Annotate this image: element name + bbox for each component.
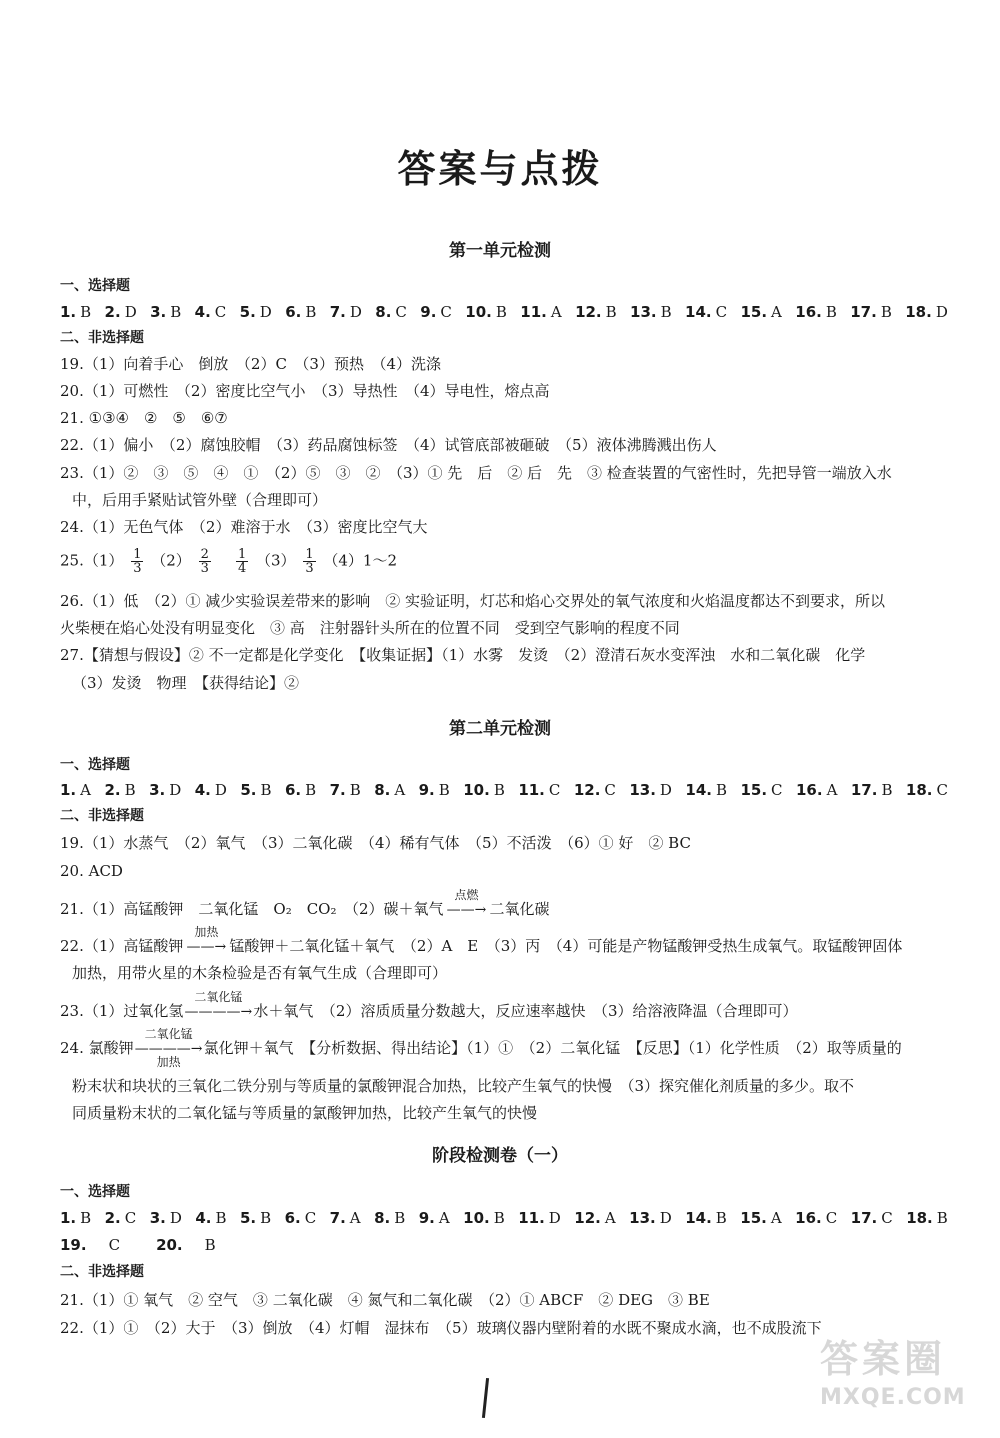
q25-number: 25. [60,551,84,570]
unit2-q22-line2: 加热，用带火星的木条检验是否有氧气生成（合理即可） [72,964,448,982]
unit2-q23: 23.（1）过氧化氢 二氧化锰 ————→水＋氧气 （2）溶质质量分数越大，反应速率越快 （3）给溶液降温（合理即可） [60,990,798,1020]
choice-answer: 6. B [284,781,317,799]
reaction-arrow: 加热 ——→ [186,925,227,955]
unit1-q21: 21. ①③④ ② ⑤ ⑥⑦ [60,409,228,427]
choice-answer: 4. D [194,781,227,799]
watermark-logo: 答案圈 MXQE.COM [820,1337,966,1410]
choice-answer: 2. C [104,1209,137,1227]
unit1-q27-line1: 27.【猜想与假设】② 不一定都是化学变化 【收集证据】（1）水雾 发烫 （2）澄清石灰水变浑浊 水和二氧化碳 化学 [60,646,866,664]
choice-answer: 14. B [685,781,728,799]
choice-answer: 7. A [329,1209,361,1227]
choice-answer: 17. B [850,303,892,321]
choice-answer: 16. A [795,781,838,799]
fraction: $\frac{2}{3}$ [200,547,209,576]
choice-answer: 7. B [329,781,361,799]
choice-answer: 4. C [194,303,227,321]
fraction: $\frac{1}{4}$ [237,547,247,576]
choice-answer: 2. B [104,781,136,799]
stage1-q21: 21.（1）① 氧气 ② 空气 ③ 二氧化碳 ④ 氮气和二氧化碳 （2）① ABCF ② DEG ③ BE [60,1291,710,1309]
choice-answer: 4. B [195,1209,227,1227]
unit1-choice-label: 一、选择题 [60,278,130,294]
choice-answer: 2. D [104,303,137,321]
unit1-q20: 20.（1）可燃性 （2）密度比空气小 （3）导热性 （4）导电性，熔点高 [60,382,550,400]
choice-answer: 5. B [239,1209,272,1227]
choice-answer: 8. B [374,1209,406,1227]
unit1-q19: 19.（1）向着手心 倒放 （2）C （3）预热 （4）洗涤 [60,355,442,373]
unit2-heading: 第二单元检测 [449,719,551,739]
unit2-q22-line1: 22.（1）高锰酸钾 加热 ——→ 锰酸钾＋二氧化锰＋氧气 （2）A E （3）丙 （4）可能是产物锰酸钾受热生成氧气。取锰酸钾固体 [60,925,903,955]
choice-answer: 20. B [156,1236,216,1254]
stage1-q22: 22.（1）① （2）大于 （3）倒放 （4）灯帽 湿抹布 （5）玻璃仪器内壁附着的水既不聚成水滴，也不成股流下 [60,1319,822,1337]
choice-answer: 19. C [60,1236,121,1254]
q25-part3: （3） [256,551,296,570]
unit1-q23-line1: 23.（1）② ③ ⑤ ④ ① （2）⑤ ③ ② （3）① 先 后 ② 后 先 ③ 检查装置的气密性时，先把导管一端放入水 [60,464,892,482]
unit1-heading: 第一单元检测 [449,241,551,261]
choice-answer: 17. B [850,781,893,799]
unit2-choice-row [60,780,948,800]
choice-answer: 17. C [850,1209,893,1227]
choice-answer: 5. B [240,781,272,799]
choice-answer: 9. B [418,781,450,799]
choice-answer: 18. C [905,781,948,799]
stage1-heading: 阶段检测卷（一） [432,1146,568,1166]
choice-answer: 8. A [374,781,406,799]
unit1-q27-line2: （3）发烫 物理 【获得结论】② [72,674,300,692]
unit1-q26-line2: 火柴梗在焰心处没有明显变化 ③ 高 注射器针头所在的位置不同 受到空气影响的程度不同 [60,619,680,637]
choice-answer: 9. A [418,1209,450,1227]
choice-answer: 11. C [518,781,561,799]
q25-part4: （4）1～2 [323,551,398,570]
choice-answer: 1. A [60,781,91,799]
page-number-mark [482,1378,489,1418]
unit2-q24-line3: 同质量粉末状的二氧化锰与等质量的氯酸钾加热，比较产生氧气的快慢 [72,1104,538,1122]
reaction-arrow: 二氧化锰 ————→ [184,990,253,1020]
unit1-choice-row [60,302,948,322]
fraction: $\frac{1}{3}$ [305,547,314,576]
unit2-q20: 20. ACD [60,862,123,880]
stage1-choice-row [60,1208,948,1228]
unit1-q23-line2: 中，后用手紧贴试管外壁（合理即可） [72,491,328,509]
page-title: 答案与点拨 [397,147,603,191]
choice-answer: 10. B [463,781,505,799]
choice-answer: 14. C [685,303,728,321]
reaction-arrow: 二氧化锰 ————→ 加热 [134,1027,203,1069]
choice-answer: 5. D [239,303,272,321]
choice-answer: 11. D [518,1209,561,1227]
unit1-nonchoice-label: 二、非选择题 [60,330,144,346]
choice-answer: 10. B [465,303,507,321]
choice-answer: 7. D [329,303,362,321]
choice-answer: 1. B [60,1209,92,1227]
reaction-arrow: 点燃 ——→ [446,888,487,918]
choice-answer: 18. D [905,303,948,321]
choice-answer: 13. D [629,781,672,799]
unit1-q22: 22.（1）偏小 （2）腐蚀胶帽 （3）药品腐蚀标签 （4）试管底部被砸破 （5）液体沸腾溅出伤人 [60,436,717,454]
choice-answer: 6. C [284,1209,317,1227]
unit2-q21: 21.（1）高锰酸钾 二氧化锰 O₂ CO₂ （2）碳＋氧气 点燃 ——→ 二氧化碳 [60,888,550,918]
unit2-nonchoice-label: 二、非选择题 [60,808,144,824]
unit2-q24-line1: 24. 氯酸钾 二氧化锰 ————→ 加热 氯化钾＋氧气 【分析数据、得出结论】（1）① （2）二氧化锰 【反思】（1）化学性质 （2）取等质量的 [60,1027,902,1069]
unit2-q19: 19.（1）水蒸气 （2）氧气 （3）二氧化碳 （4）稀有气体 （5）不活泼 （6）① 好 ② BC [60,834,691,852]
choice-answer: 3. D [149,1209,182,1227]
choice-answer: 16. B [795,303,837,321]
choice-answer: 15. C [740,781,783,799]
unit2-q24-line2: 粉末状和块状的三氧化二铁分别与等质量的氯酸钾混合加热，比较产生氧气的快慢 （3）探究催化剂质量的多少。取不 [72,1077,855,1095]
unit1-q26-line1: 26.（1）低 （2）① 减少实验误差带来的影响 ② 实验证明，灯芯和焰心交界处的氧气浓度和火焰温度都达不到要求，所以 [60,592,885,610]
choice-answer: 18. B [906,1209,948,1227]
unit1-q25 [60,548,936,575]
stage1-choice-row-2 [60,1235,948,1255]
choice-answer: 11. A [520,303,562,321]
choice-answer: 13. B [630,303,672,321]
unit2-choice-label: 一、选择题 [60,757,130,773]
choice-answer: 10. B [463,1209,505,1227]
stage1-choice-label: 一、选择题 [60,1184,130,1200]
fraction: $\frac{1}{3}$ [133,547,142,576]
choice-answer: 15. A [740,1209,782,1227]
choice-answer: 12. B [575,303,617,321]
choice-answer: 15. A [740,303,782,321]
choice-answer: 8. C [375,303,407,321]
choice-answer: 9. C [420,303,452,321]
choice-answer: 1. B [60,303,92,321]
unit1-q24: 24.（1）无色气体 （2）难溶于水 （3）密度比空气大 [60,518,428,536]
q25-part2: （2） [151,551,191,570]
choice-answer: 13. D [629,1209,672,1227]
choice-answer: 16. C [795,1209,838,1227]
q25-part1: （1） [83,551,124,570]
choice-answer: 3. D [149,781,182,799]
choice-answer: 6. B [285,303,317,321]
choice-answer: 12. A [574,1209,616,1227]
choice-answer: 14. B [685,1209,727,1227]
choice-answer: 12. C [573,781,616,799]
choice-answer: 3. B [150,303,182,321]
stage1-nonchoice-label: 二、非选择题 [60,1264,144,1280]
